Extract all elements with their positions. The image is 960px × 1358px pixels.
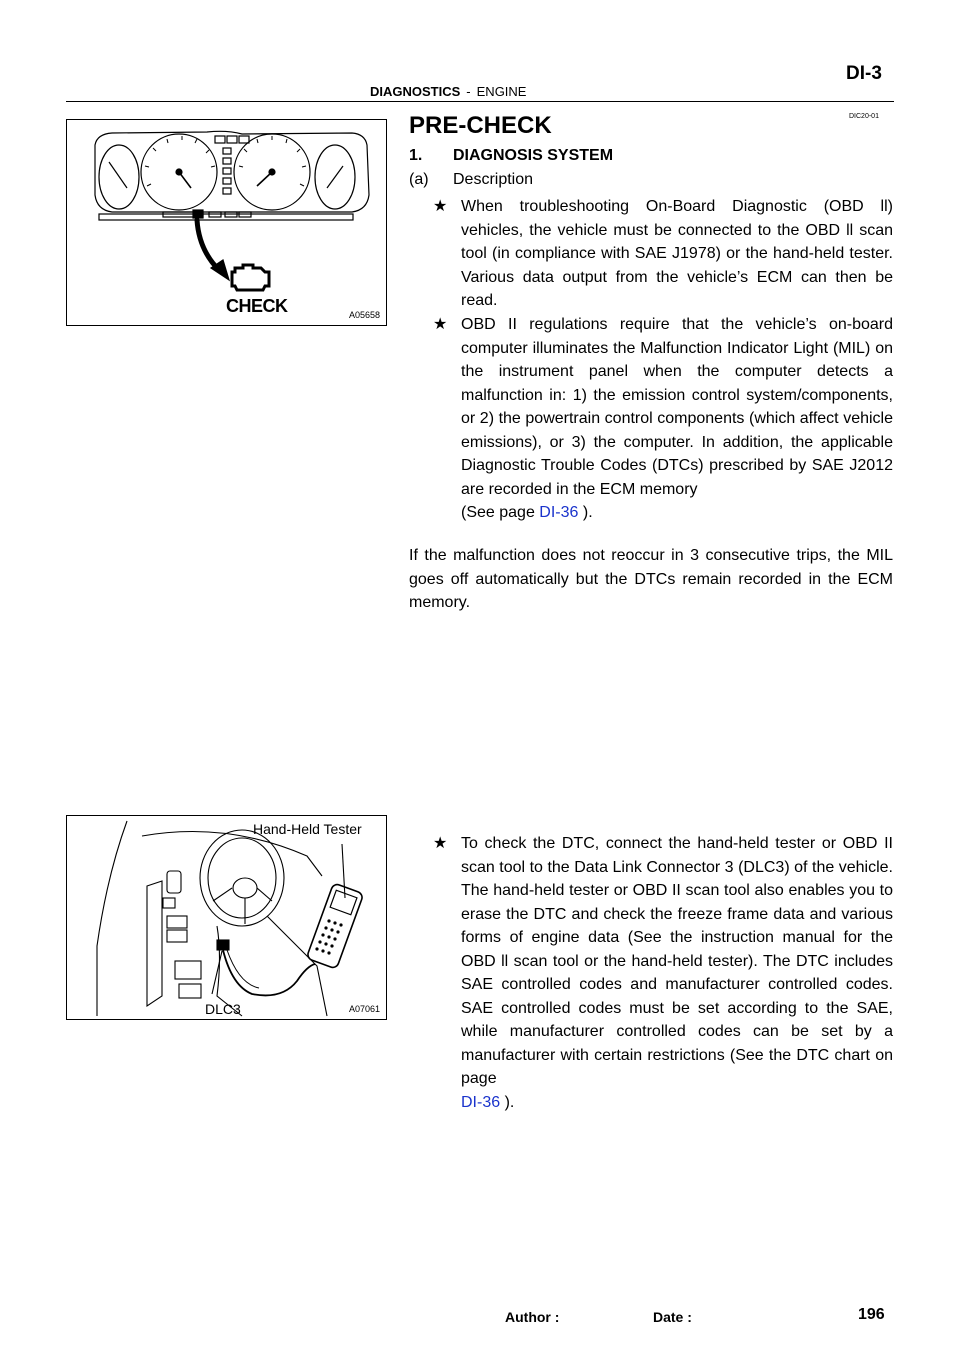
subsection-number: (a) bbox=[409, 171, 429, 188]
star-bullet-icon: ★ bbox=[433, 198, 448, 215]
figure-code: A05658 bbox=[348, 310, 380, 320]
reference-suffix: ). bbox=[504, 1093, 515, 1111]
page-link-di36[interactable]: DI-36 bbox=[539, 504, 579, 521]
page-code: DI-3 bbox=[846, 63, 882, 84]
header-rule bbox=[66, 101, 894, 102]
bullet-obd-regulations bbox=[433, 313, 893, 525]
section-title: DIAGNOSIS SYSTEM bbox=[453, 147, 614, 164]
bullet-check-dtc bbox=[433, 832, 893, 1114]
instrument-cluster-figure bbox=[66, 119, 387, 326]
dlc-tester-figure bbox=[66, 815, 387, 1020]
dlc-tester-illustration bbox=[67, 816, 387, 1020]
mil-paragraph: If the malfunction does not reoccur in 3 consecutive trips, the MIL goes off automatically but the DTCs remain recorded in the ECM memory. bbox=[409, 547, 893, 611]
section-name: DIAGNOSTICS bbox=[370, 84, 461, 99]
page-number: 196 bbox=[858, 1306, 885, 1323]
section-number: 1. bbox=[409, 147, 423, 164]
bullet-obd-connection bbox=[433, 195, 893, 313]
check-label: CHECK bbox=[226, 296, 288, 316]
reference-suffix: ). bbox=[582, 504, 593, 521]
page-link-di36[interactable]: DI-36 bbox=[461, 1093, 501, 1111]
chapter-name: ENGINE bbox=[476, 84, 527, 99]
hand-held-tester-label: Hand-Held Tester bbox=[253, 821, 362, 837]
header-separator: - bbox=[466, 84, 471, 99]
page-title: PRE-CHECK bbox=[409, 112, 552, 139]
author-label: Author : bbox=[505, 1309, 560, 1325]
subsection-title: Description bbox=[453, 171, 534, 188]
document-id: DIC20-01 bbox=[849, 113, 879, 120]
section-heading bbox=[409, 147, 613, 165]
star-bullet-icon: ★ bbox=[433, 835, 448, 852]
reference-prefix: (See page bbox=[461, 504, 535, 521]
subsection-heading bbox=[409, 171, 533, 189]
running-header bbox=[370, 84, 526, 99]
figure-code: A07061 bbox=[348, 1004, 380, 1014]
bullet-text: OBD II regulations require that the vehicle’s on-board computer illuminates the Malfunction Indicator Light (MIL) on the instrument panel when the computer detects a malfunction in: 1) the emission control system/components, or 2) the powertrain control components (which affect vehicle emissions), or 3) the computer. In addition, the applicable Diagnostic Trouble Codes (DTCs) prescribed by SAE J2012 are recorded in the ECM memory bbox=[461, 316, 893, 498]
bullet-text: To check the DTC, connect the hand-held tester or OBD II scan tool to the Data Link Connector 3 (DLC3) of the vehicle. The hand-held tester or OBD II scan tool also enables you to erase the DTC and check the freeze frame data and various forms of engine data (See the instruction manual for the OBD ll scan tool or the hand-held tester). The DTC includes SAE controlled codes and manufacturer controlled codes. SAE controlled codes must be set according to the SAE, while manufacturer controlled codes can be set by a manufacturer with certain restrictions (See the DTC chart on page bbox=[461, 835, 893, 1087]
star-bullet-icon: ★ bbox=[433, 316, 448, 333]
date-label: Date : bbox=[653, 1309, 692, 1325]
dlc3-label: DLC3 bbox=[205, 1001, 241, 1017]
bullet-text: When troubleshooting On-Board Diagnostic (OBD ll) vehicles, the vehicle must be connected to the OBD ll scan tool (in compliance with SAE J1978) or the hand-held tester. Various data output from the vehicle’s ECM can then be read. bbox=[461, 198, 893, 309]
